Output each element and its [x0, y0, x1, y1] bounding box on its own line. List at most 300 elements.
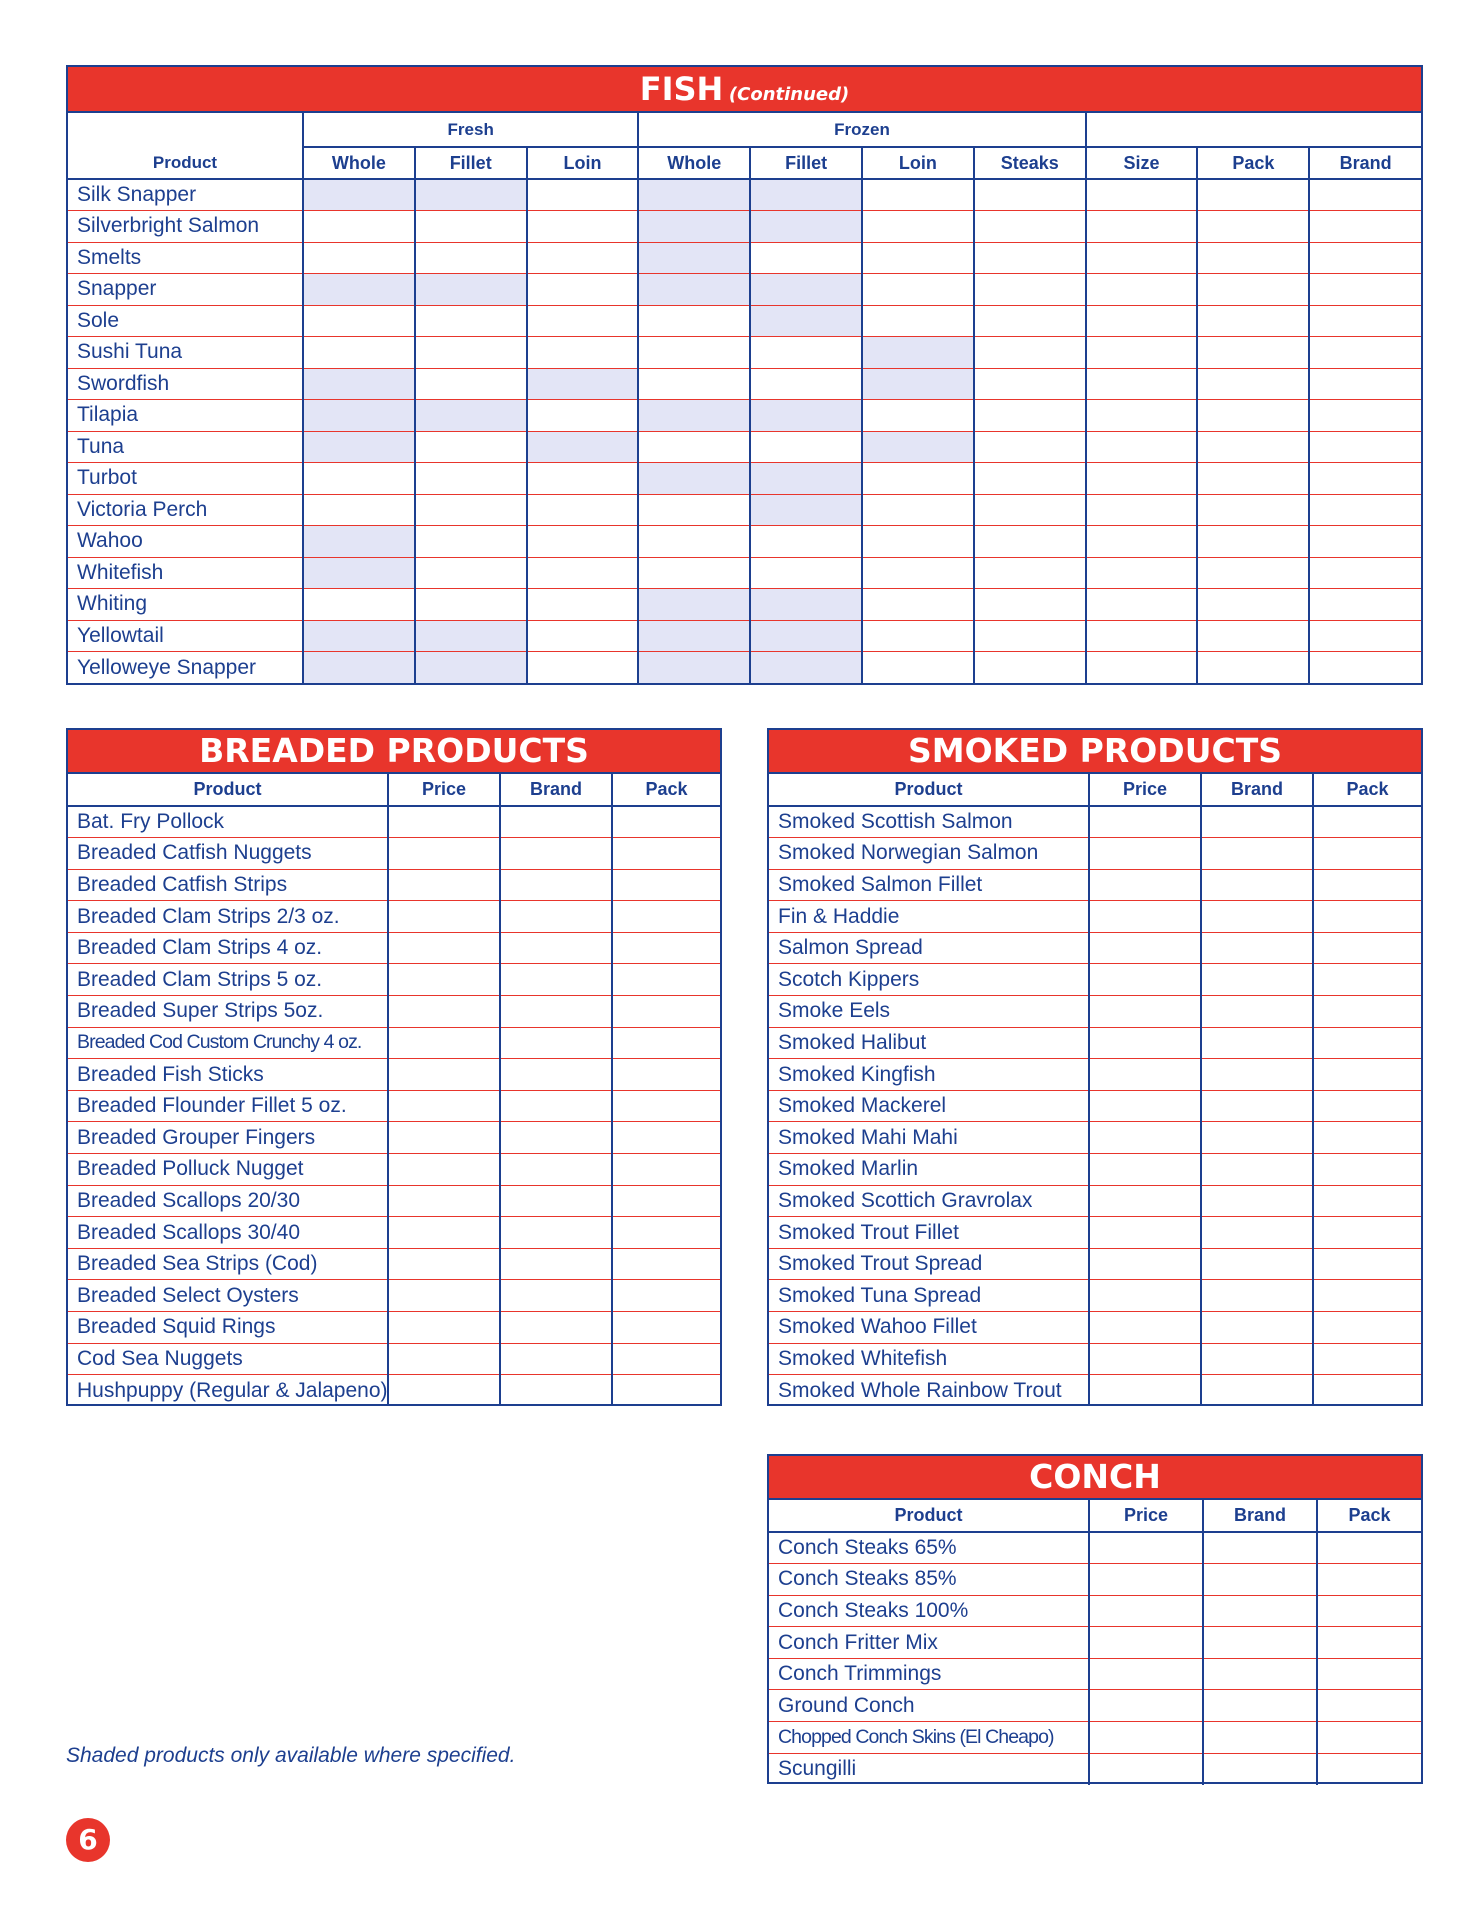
entry-cell — [388, 1375, 500, 1407]
entry-cell — [1313, 1090, 1421, 1122]
entry-cell — [1309, 652, 1421, 684]
product-name: Conch Steaks 85% — [769, 1564, 1089, 1596]
table-row — [769, 1217, 1421, 1249]
entry-cell — [1309, 526, 1421, 558]
entry-cell — [1089, 1343, 1201, 1375]
table-row — [769, 1059, 1421, 1091]
entry-cell — [500, 1343, 612, 1375]
breaded-col-header-brand: Brand — [500, 774, 612, 806]
entry-cell — [1203, 1722, 1317, 1754]
table-row — [769, 1248, 1421, 1280]
entry-cell — [1089, 806, 1201, 838]
entry-cell — [1313, 1280, 1421, 1312]
product-name: Whiting — [68, 589, 303, 621]
entry-cell — [1313, 1122, 1421, 1154]
fish-col-header-whole: Whole — [303, 147, 415, 179]
entry-cell — [500, 1185, 612, 1217]
entry-cell — [1086, 211, 1198, 243]
entry-cell — [1201, 1185, 1313, 1217]
entry-cell — [638, 431, 750, 463]
entry-cell — [527, 337, 639, 369]
entry-cell — [638, 494, 750, 526]
entry-cell — [415, 337, 527, 369]
product-name: Ground Conch — [769, 1690, 1089, 1722]
entry-cell — [1089, 869, 1201, 901]
table-row — [68, 1090, 720, 1122]
table-row — [68, 211, 1421, 243]
entry-cell — [527, 526, 639, 558]
entry-cell — [974, 211, 1086, 243]
entry-cell — [303, 337, 415, 369]
shaded-cell — [303, 620, 415, 652]
entry-cell — [638, 337, 750, 369]
entry-cell — [1317, 1627, 1421, 1659]
entry-cell — [862, 589, 974, 621]
table-row — [68, 806, 720, 838]
shaded-cell — [303, 368, 415, 400]
table-row — [769, 1090, 1421, 1122]
conch-title: CONCH — [769, 1456, 1421, 1500]
fish-col-header-loin: Loin — [862, 147, 974, 179]
table-row — [68, 242, 1421, 274]
entry-cell — [1197, 431, 1309, 463]
table-row — [68, 589, 1421, 621]
product-name: Smoked Whole Rainbow Trout — [769, 1375, 1089, 1407]
entry-cell — [612, 1185, 720, 1217]
entry-cell — [862, 211, 974, 243]
entry-cell — [612, 806, 720, 838]
entry-cell — [1201, 1375, 1313, 1407]
smoked-section — [767, 728, 1423, 1406]
entry-cell — [1089, 1154, 1201, 1186]
shaded-cell — [415, 620, 527, 652]
shaded-cell — [415, 400, 527, 432]
entry-cell — [1313, 996, 1421, 1028]
entry-cell — [612, 1217, 720, 1249]
entry-cell — [415, 494, 527, 526]
entry-cell — [1201, 996, 1313, 1028]
entry-cell — [974, 526, 1086, 558]
conch-section — [767, 1454, 1423, 1784]
shaded-cell — [638, 463, 750, 495]
entry-cell — [388, 1027, 500, 1059]
entry-cell — [638, 368, 750, 400]
table-row — [769, 1532, 1421, 1564]
entry-cell — [1201, 964, 1313, 996]
entry-cell — [1309, 620, 1421, 652]
conch-col-header-price: Price — [1089, 1500, 1203, 1532]
entry-cell — [612, 1122, 720, 1154]
shaded-cell — [303, 526, 415, 558]
fish-section — [66, 65, 1423, 685]
smoked-col-header-pack: Pack — [1313, 774, 1421, 806]
product-name: Breaded Catfish Nuggets — [68, 838, 388, 870]
table-row — [68, 1248, 720, 1280]
entry-cell — [1201, 1217, 1313, 1249]
entry-cell — [638, 526, 750, 558]
entry-cell — [1203, 1627, 1317, 1659]
shaded-cell — [750, 463, 862, 495]
shaded-cell — [750, 620, 862, 652]
table-row — [68, 337, 1421, 369]
entry-cell — [415, 305, 527, 337]
table-row — [769, 806, 1421, 838]
shaded-cell — [750, 400, 862, 432]
fish-col-header-whole: Whole — [638, 147, 750, 179]
table-row — [68, 1185, 720, 1217]
entry-cell — [1313, 1248, 1421, 1280]
entry-cell — [388, 1122, 500, 1154]
entry-cell — [527, 305, 639, 337]
breaded-col-header-price: Price — [388, 774, 500, 806]
entry-cell — [1086, 431, 1198, 463]
product-name: Whitefish — [68, 557, 303, 589]
entry-cell — [1201, 1312, 1313, 1344]
entry-cell — [1313, 1027, 1421, 1059]
product-name: Salmon Spread — [769, 932, 1089, 964]
shaded-cell — [750, 305, 862, 337]
entry-cell — [1197, 242, 1309, 274]
entry-cell — [1313, 932, 1421, 964]
entry-cell — [388, 1154, 500, 1186]
entry-cell — [388, 1185, 500, 1217]
table-row — [68, 901, 720, 933]
entry-cell — [527, 274, 639, 306]
entry-cell — [1089, 1690, 1203, 1722]
product-name: Smoked Halibut — [769, 1027, 1089, 1059]
entry-cell — [1089, 1122, 1201, 1154]
entry-cell — [500, 1090, 612, 1122]
entry-cell — [1086, 463, 1198, 495]
fish-product-header: Product — [152, 153, 218, 172]
entry-cell — [500, 1248, 612, 1280]
entry-cell — [1313, 901, 1421, 933]
entry-cell — [1313, 838, 1421, 870]
table-row — [68, 1217, 720, 1249]
shaded-cell — [750, 494, 862, 526]
entry-cell — [303, 211, 415, 243]
entry-cell — [1203, 1753, 1317, 1785]
table-row — [769, 1280, 1421, 1312]
table-row — [769, 1627, 1421, 1659]
entry-cell — [974, 368, 1086, 400]
table-row — [68, 932, 720, 964]
entry-cell — [500, 1122, 612, 1154]
entry-cell — [612, 964, 720, 996]
entry-cell — [415, 526, 527, 558]
entry-cell — [1201, 932, 1313, 964]
fish-subtitle: (Continued) — [728, 84, 850, 105]
fish-group-fresh: Fresh — [303, 113, 638, 147]
shaded-cell — [750, 652, 862, 684]
entry-cell — [862, 557, 974, 589]
product-name: Chopped Conch Skins (El Cheapo) — [769, 1722, 1089, 1754]
table-row — [769, 901, 1421, 933]
entry-cell — [1309, 463, 1421, 495]
shaded-cell — [638, 211, 750, 243]
fish-col-header-fillet: Fillet — [750, 147, 862, 179]
entry-cell — [415, 431, 527, 463]
entry-cell — [862, 400, 974, 432]
entry-cell — [1317, 1658, 1421, 1690]
entry-cell — [750, 431, 862, 463]
entry-cell — [1201, 869, 1313, 901]
entry-cell — [612, 1027, 720, 1059]
entry-cell — [303, 589, 415, 621]
entry-cell — [1201, 838, 1313, 870]
shaded-cell — [750, 211, 862, 243]
entry-cell — [1089, 1627, 1203, 1659]
entry-cell — [1089, 1532, 1203, 1564]
table-row — [68, 526, 1421, 558]
entry-cell — [1197, 589, 1309, 621]
entry-cell — [527, 494, 639, 526]
entry-cell — [1089, 1312, 1201, 1344]
product-name: Smoked Scottish Salmon — [769, 806, 1089, 838]
product-name: Breaded Scallops 20/30 — [68, 1185, 388, 1217]
table-row — [769, 1343, 1421, 1375]
table-row — [769, 838, 1421, 870]
product-name: Bat. Fry Pollock — [68, 806, 388, 838]
table-row — [68, 431, 1421, 463]
product-name: Smoked Whitefish — [769, 1343, 1089, 1375]
entry-cell — [1086, 368, 1198, 400]
entry-cell — [1309, 494, 1421, 526]
entry-cell — [500, 869, 612, 901]
entry-cell — [527, 211, 639, 243]
entry-cell — [1201, 1090, 1313, 1122]
product-name: Hushpuppy (Regular & Jalapeno) — [68, 1375, 388, 1407]
shaded-cell — [527, 431, 639, 463]
product-name: Smoked Trout Spread — [769, 1248, 1089, 1280]
entry-cell — [1313, 964, 1421, 996]
entry-cell — [1203, 1658, 1317, 1690]
product-name: Smoked Wahoo Fillet — [769, 1312, 1089, 1344]
fish-table — [68, 113, 1421, 683]
entry-cell — [303, 242, 415, 274]
product-name: Scungilli — [769, 1753, 1089, 1785]
table-row — [769, 1658, 1421, 1690]
breaded-col-header-pack: Pack — [612, 774, 720, 806]
entry-cell — [500, 838, 612, 870]
fish-col-header-steaks: Steaks — [974, 147, 1086, 179]
product-name: Smoked Norwegian Salmon — [769, 838, 1089, 870]
entry-cell — [388, 1090, 500, 1122]
entry-cell — [1089, 1722, 1203, 1754]
entry-cell — [862, 652, 974, 684]
product-name: Fin & Haddie — [769, 901, 1089, 933]
table-row — [68, 652, 1421, 684]
table-row — [769, 1375, 1421, 1407]
shaded-cell — [750, 589, 862, 621]
shaded-cell — [750, 274, 862, 306]
table-row — [68, 274, 1421, 306]
shaded-cell — [862, 368, 974, 400]
product-name: Smoked Mackerel — [769, 1090, 1089, 1122]
product-name: Conch Trimmings — [769, 1658, 1089, 1690]
entry-cell — [1309, 211, 1421, 243]
fish-col-header-brand: Brand — [1309, 147, 1421, 179]
entry-cell — [1309, 400, 1421, 432]
entry-cell — [1313, 1217, 1421, 1249]
entry-cell — [388, 1059, 500, 1091]
product-name: Turbot — [68, 463, 303, 495]
entry-cell — [1086, 179, 1198, 211]
table-row — [769, 1154, 1421, 1186]
product-name: Breaded Polluck Nugget — [68, 1154, 388, 1186]
shaded-cell — [415, 274, 527, 306]
shaded-cell — [638, 242, 750, 274]
entry-cell — [1197, 463, 1309, 495]
entry-cell — [1313, 1154, 1421, 1186]
page-number-badge: 6 — [66, 1818, 110, 1862]
product-name: Breaded Catfish Strips — [68, 869, 388, 901]
entry-cell — [1089, 964, 1201, 996]
entry-cell — [527, 589, 639, 621]
product-name: Snapper — [68, 274, 303, 306]
entry-cell — [612, 1280, 720, 1312]
entry-cell — [1309, 274, 1421, 306]
fish-col-header-loin: Loin — [527, 147, 639, 179]
entry-cell — [612, 1343, 720, 1375]
entry-cell — [1086, 620, 1198, 652]
entry-cell — [612, 1375, 720, 1407]
product-name: Smoked Mahi Mahi — [769, 1122, 1089, 1154]
entry-cell — [974, 242, 1086, 274]
entry-cell — [1201, 806, 1313, 838]
entry-cell — [1197, 494, 1309, 526]
entry-cell — [974, 557, 1086, 589]
entry-cell — [862, 242, 974, 274]
entry-cell — [1313, 806, 1421, 838]
entry-cell — [1197, 211, 1309, 243]
entry-cell — [1086, 526, 1198, 558]
entry-cell — [1317, 1564, 1421, 1596]
shaded-cell — [750, 179, 862, 211]
breaded-col-header-product: Product — [193, 779, 262, 799]
product-name: Yellowtail — [68, 620, 303, 652]
product-name: Smoke Eels — [769, 996, 1089, 1028]
entry-cell — [1309, 242, 1421, 274]
product-name: Breaded Super Strips 5oz. — [68, 996, 388, 1028]
table-row — [68, 964, 720, 996]
entry-cell — [1089, 1753, 1203, 1785]
entry-cell — [1089, 838, 1201, 870]
entry-cell — [527, 652, 639, 684]
entry-cell — [388, 1217, 500, 1249]
product-name: Breaded Clam Strips 4 oz. — [68, 932, 388, 964]
entry-cell — [1317, 1690, 1421, 1722]
shaded-cell — [303, 400, 415, 432]
entry-cell — [500, 1027, 612, 1059]
shaded-cell — [303, 431, 415, 463]
entry-cell — [1086, 494, 1198, 526]
entry-cell — [612, 869, 720, 901]
entry-cell — [1086, 652, 1198, 684]
smoked-col-header-price: Price — [1089, 774, 1201, 806]
entry-cell — [388, 996, 500, 1028]
breaded-section — [66, 728, 722, 1406]
shaded-cell — [527, 368, 639, 400]
shaded-cell — [303, 557, 415, 589]
smoked-title: SMOKED PRODUCTS — [769, 730, 1421, 774]
table-row — [68, 494, 1421, 526]
product-name: Breaded Clam Strips 5 oz. — [68, 964, 388, 996]
entry-cell — [638, 305, 750, 337]
entry-cell — [500, 1280, 612, 1312]
entry-cell — [1309, 305, 1421, 337]
table-row — [769, 1122, 1421, 1154]
entry-cell — [527, 557, 639, 589]
table-row — [769, 1564, 1421, 1596]
entry-cell — [500, 1312, 612, 1344]
entry-cell — [974, 337, 1086, 369]
entry-cell — [527, 463, 639, 495]
product-name: Smoked Tuna Spread — [769, 1280, 1089, 1312]
table-row — [68, 869, 720, 901]
product-name: Breaded Squid Rings — [68, 1312, 388, 1344]
entry-cell — [1309, 368, 1421, 400]
shaded-cell — [638, 274, 750, 306]
breaded-title: BREADED PRODUCTS — [68, 730, 720, 774]
entry-cell — [1313, 1185, 1421, 1217]
entry-cell — [750, 337, 862, 369]
table-row — [769, 1753, 1421, 1785]
entry-cell — [388, 964, 500, 996]
entry-cell — [1086, 305, 1198, 337]
table-row — [68, 1343, 720, 1375]
entry-cell — [612, 901, 720, 933]
entry-cell — [1201, 1059, 1313, 1091]
entry-cell — [388, 838, 500, 870]
entry-cell — [974, 589, 1086, 621]
entry-cell — [388, 1280, 500, 1312]
entry-cell — [1197, 337, 1309, 369]
product-name: Wahoo — [68, 526, 303, 558]
entry-cell — [527, 400, 639, 432]
smoked-col-header-brand: Brand — [1201, 774, 1313, 806]
shaded-cell — [638, 400, 750, 432]
product-name: Smoked Salmon Fillet — [769, 869, 1089, 901]
table-row — [769, 869, 1421, 901]
entry-cell — [862, 179, 974, 211]
product-name: Breaded Sea Strips (Cod) — [68, 1248, 388, 1280]
product-name: Breaded Flounder Fillet 5 oz. — [68, 1090, 388, 1122]
product-name: Victoria Perch — [68, 494, 303, 526]
fish-col-header-size: Size — [1086, 147, 1198, 179]
entry-cell — [1089, 996, 1201, 1028]
table-row — [68, 368, 1421, 400]
conch-col-header-brand: Brand — [1203, 1500, 1317, 1532]
table-row — [68, 557, 1421, 589]
product-name: Tilapia — [68, 400, 303, 432]
entry-cell — [1313, 1312, 1421, 1344]
entry-cell — [1089, 932, 1201, 964]
entry-cell — [1309, 589, 1421, 621]
entry-cell — [974, 652, 1086, 684]
entry-cell — [1086, 274, 1198, 306]
entry-cell — [612, 1090, 720, 1122]
conch-table — [769, 1500, 1421, 1785]
entry-cell — [612, 1059, 720, 1091]
shaded-cell — [415, 652, 527, 684]
entry-cell — [388, 901, 500, 933]
entry-cell — [415, 211, 527, 243]
entry-cell — [1089, 1248, 1201, 1280]
product-name: Smoked Scottich Gravrolax — [769, 1185, 1089, 1217]
entry-cell — [1089, 1564, 1203, 1596]
entry-cell — [750, 526, 862, 558]
